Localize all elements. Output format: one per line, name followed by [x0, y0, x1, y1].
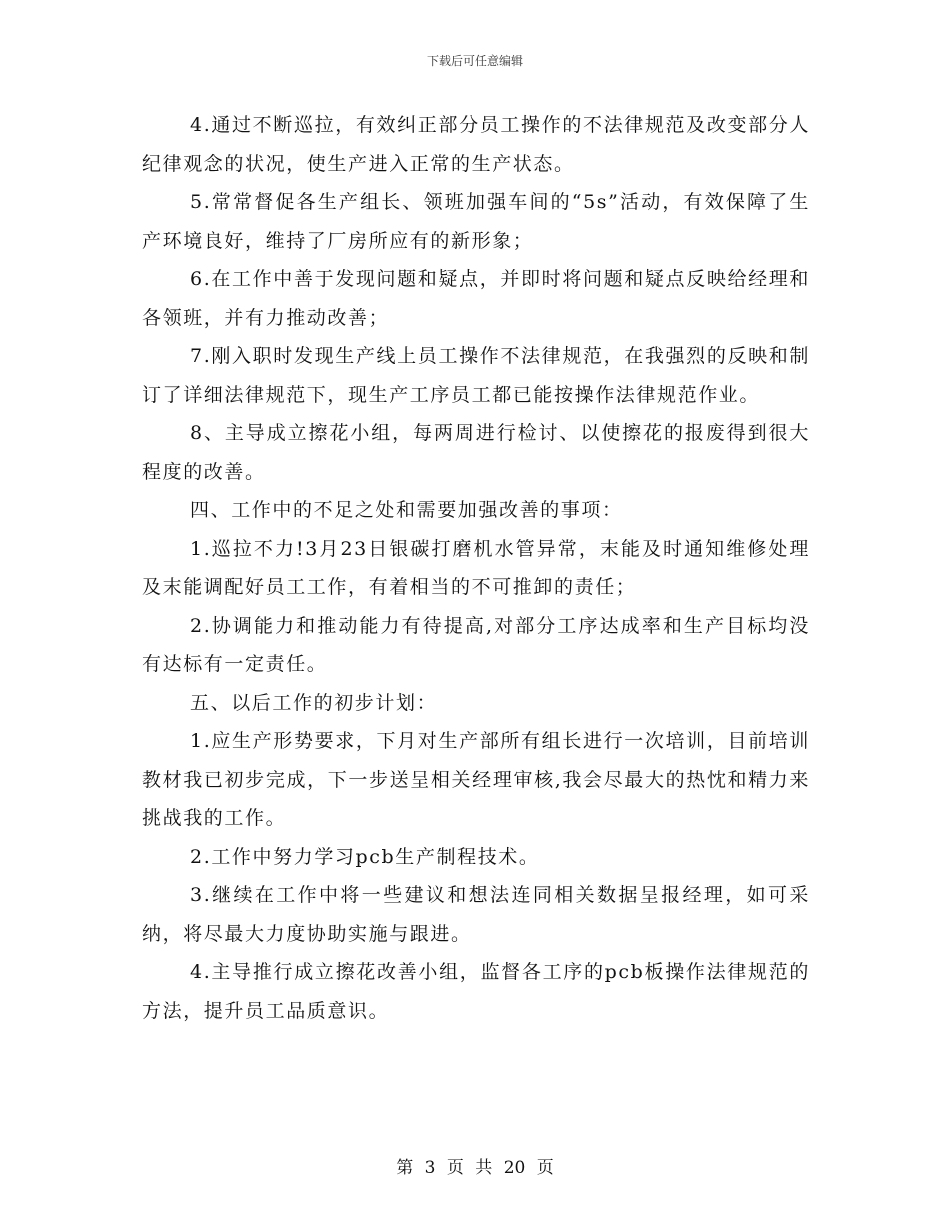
- document-body: [142, 106, 810, 1030]
- paragraph: 1.巡拉不力!3月23日银碳打磨机水管异常，末能及时通知维修处理及末能调配好员工工作，有着相当的不可推卸的责任；: [142, 537, 810, 598]
- paragraph: 5.常常督促各生产组长、领班加强车间的“5s”活动，有效保障了生产环境良好，维持了厂房所应有的新形象；: [142, 191, 810, 252]
- paragraph: 7.刚入职时发现生产线上员工操作不法律规范，在我强烈的反映和制订了详细法律规范下，现生产工序员工都已能按操作法律规范作业。: [142, 345, 810, 406]
- section-heading: 四、工作中的不足之处和需要加强改善的事项：: [190, 499, 623, 521]
- paragraph: 1.应生产形势要求，下月对生产部所有组长进行一次培训，目前培训教材我已初步完成，下一步送呈相关经理审核,我会尽最大的热忱和精力来挑战我的工作。: [142, 730, 810, 829]
- page-footer: 第 3 页 共 20 页: [396, 1158, 554, 1178]
- paragraph: 8、主导成立擦花小组，每两周进行检讨、以使擦花的报废得到很大程度的改善。: [142, 422, 810, 483]
- paragraph: 2.协调能力和推动能力有待提高,对部分工序达成率和生产目标均没有达标有一定责任。: [142, 614, 810, 675]
- page-header: 下载后可任意编辑: [426, 54, 523, 68]
- section-heading: 五、以后工作的初步计划：: [190, 691, 438, 714]
- paragraph: 3.继续在工作中将一些建议和想法连同相关数据呈报经理，如可采纳，将尽最大力度协助实施与跟进。: [142, 884, 810, 945]
- paragraph: 2.工作中努力学习pcb生产制程技术。: [190, 845, 540, 868]
- paragraph: 6.在工作中善于发现问题和疑点，并即时将问题和疑点反映给经理和各领班，并有力推动改善；: [142, 268, 810, 329]
- paragraph: 4.主导推行成立擦花改善小组，监督各工序的pcb板操作法律规范的方法，提升员工品质意识。: [142, 961, 810, 1022]
- paragraph: 4.通过不断巡拉，有效纠正部分员工操作的不法律规范及改变部分人纪律观念的状况，使生产进入正常的生产状态。: [142, 114, 810, 175]
